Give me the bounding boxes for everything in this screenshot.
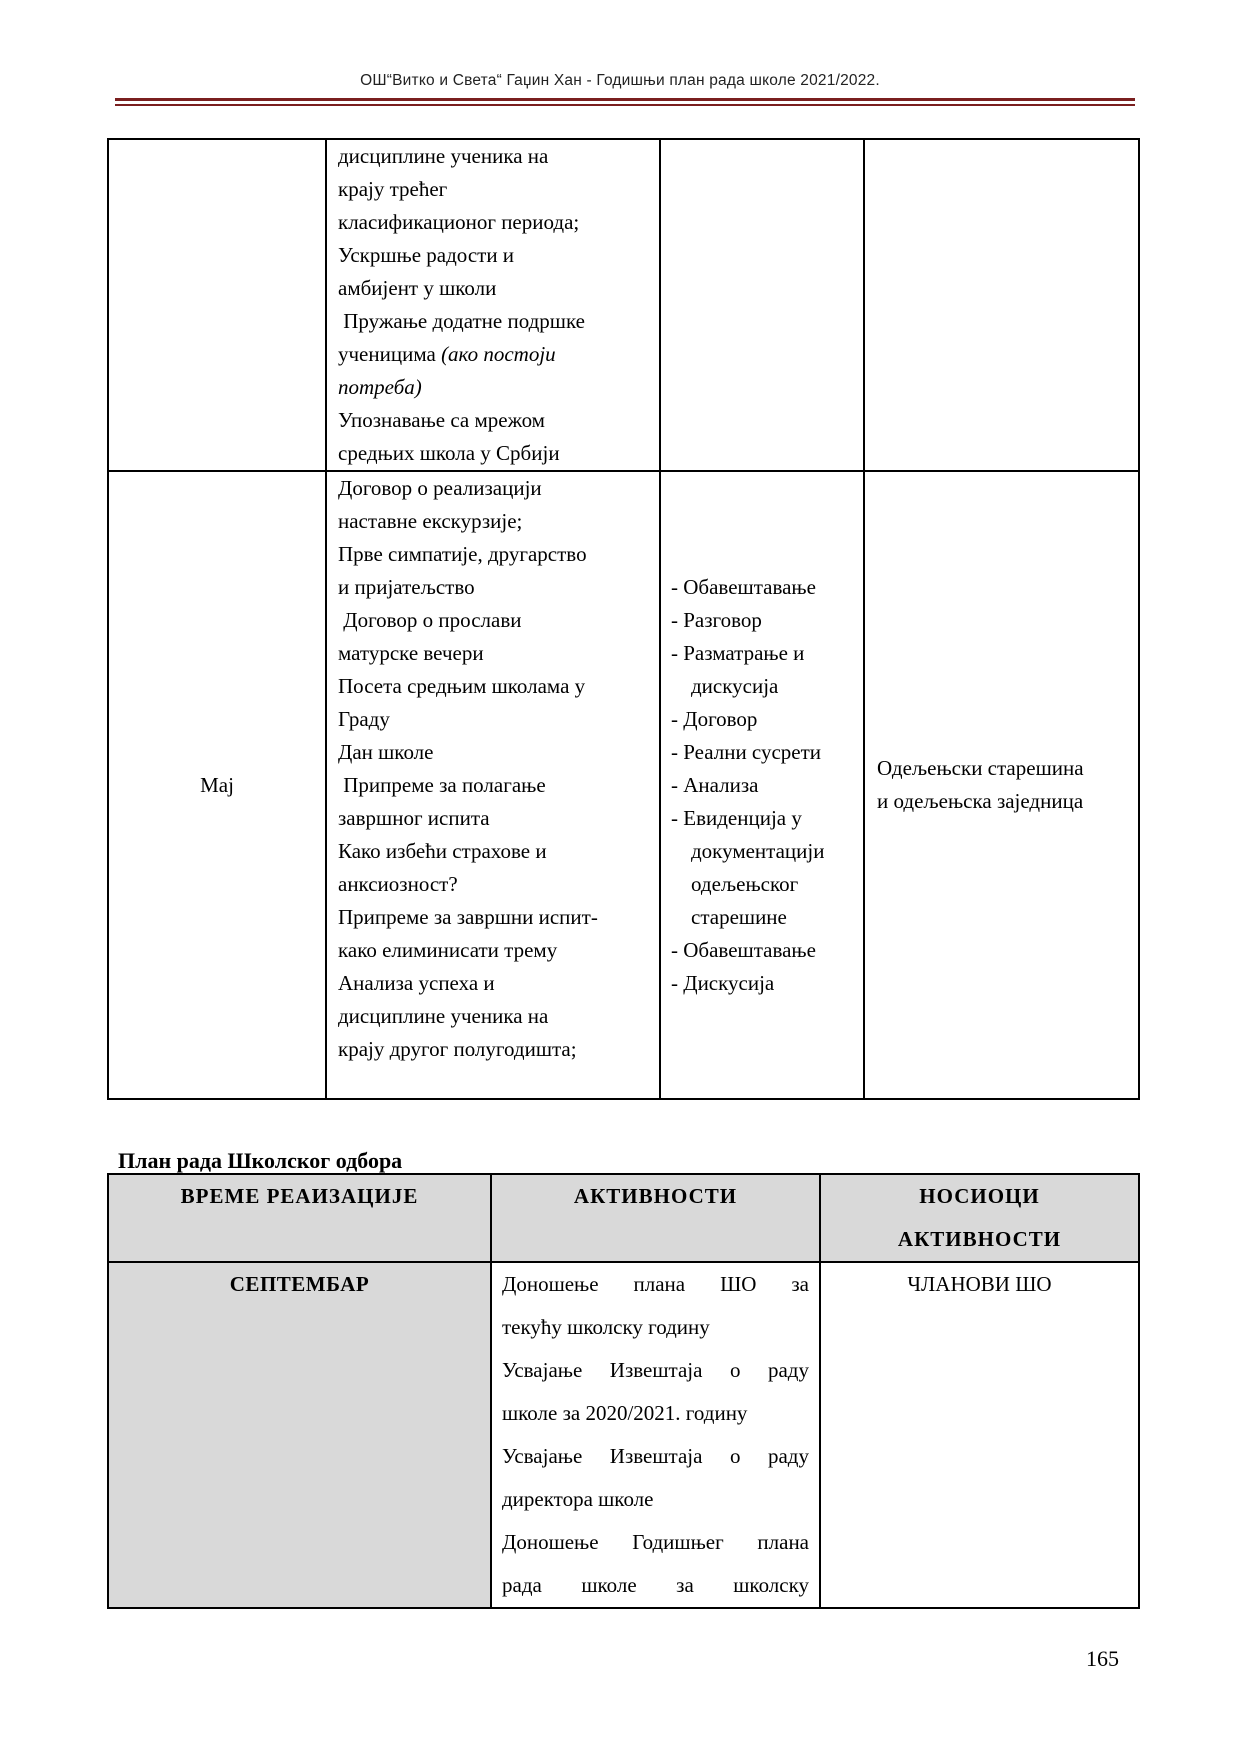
topic-italic-note: потреба)	[338, 375, 422, 399]
topic-line: Граду	[338, 707, 390, 731]
method-line: одељењског	[691, 871, 799, 896]
carrier-line: и одељењска заједница	[877, 789, 1084, 813]
time-cell: СЕПТЕМБАР	[108, 1262, 491, 1608]
table-row	[108, 471, 1139, 1099]
method-line: - Разговор	[671, 607, 762, 632]
topic-line: Анализа успеха и	[338, 971, 495, 995]
activity-line: рада школе за школску	[502, 1573, 809, 1597]
topics-cell	[326, 139, 660, 471]
column-header-activities: АКТИВНОСТИ	[491, 1174, 820, 1262]
method-line: дискусија	[691, 673, 779, 698]
method-line: - Евиденција у	[671, 805, 802, 830]
method-line: - Обавештавање	[671, 937, 816, 962]
activity-line: Доношење плана ШО за	[502, 1272, 809, 1296]
topic-line: Како избећи страхове и	[338, 839, 547, 863]
topic-line: Припреме за полагање	[338, 773, 546, 797]
class-teacher-plan-table	[107, 138, 1140, 1100]
topic-line: завршног испита	[338, 806, 490, 830]
topic-line: како елиминисати трему	[338, 938, 558, 962]
carriers-cell	[864, 471, 1139, 1099]
activity-line: Доношење Годишњег плана	[502, 1530, 809, 1554]
month-cell	[108, 139, 326, 471]
method-line: - Обавештавање	[671, 574, 816, 599]
carriers-cell	[864, 139, 1139, 471]
table-row	[108, 1262, 1139, 1608]
topic-line: Договор о прослави	[338, 608, 522, 632]
table-header-row	[108, 1174, 1139, 1262]
method-line: - Разматрање и	[671, 640, 805, 665]
activity-line: текућу школску годину	[502, 1315, 710, 1339]
header-line: НОСИОЦИ	[919, 1184, 1040, 1208]
topic-line: Посета средњим школама у	[338, 674, 586, 698]
topic-line: Прве симпатије, другарство	[338, 542, 587, 566]
method-line: - Дискусија	[671, 970, 775, 995]
topic-line: Упознавање са мрежом	[338, 408, 545, 432]
month-cell: Мај	[108, 471, 326, 1099]
activities-cell	[491, 1262, 820, 1608]
methods-cell	[660, 139, 864, 471]
method-line: - Анализа	[671, 772, 759, 797]
method-line: - Реални сусрети	[671, 739, 822, 764]
carriers-cell: ЧЛАНОВИ ШО	[820, 1262, 1139, 1608]
header-rule-thick	[115, 98, 1135, 101]
column-header-time: ВРЕМЕ РЕАИЗАЦИЈЕ	[108, 1174, 491, 1262]
topic-line: крају другог полугодишта;	[338, 1037, 577, 1061]
topic-line: дисциплине ученика на	[338, 144, 549, 168]
table-row	[108, 139, 1139, 471]
topic-line: матурске вечери	[338, 641, 484, 665]
topic-line: Пружање додатне подршке	[338, 309, 585, 333]
topic-line: амбијент у школи	[338, 276, 497, 300]
topic-line: Договор о реализацији	[338, 476, 542, 500]
column-header-carriers	[820, 1174, 1139, 1262]
activity-line: Усвајање Извештаја о раду	[502, 1358, 809, 1382]
topic-line: дисциплине ученика на	[338, 1004, 549, 1028]
topic-line: крају трећег	[338, 177, 448, 201]
method-line: - Договор	[671, 706, 758, 731]
methods-cell	[660, 471, 864, 1099]
topic-line: средњих школа у Србији	[338, 441, 560, 465]
topic-text: ученицима	[338, 342, 436, 366]
topic-line: Дан школе	[338, 740, 434, 764]
header-line: АКТИВНОСТИ	[897, 1227, 1062, 1251]
topic-line	[338, 338, 651, 371]
topic-line: Припреме за завршни испит-	[338, 905, 598, 929]
section-title: План рада Школског одбора	[118, 1148, 403, 1173]
carrier-line: Одељењски старешина	[877, 756, 1084, 780]
method-line: старешине	[691, 904, 787, 929]
topics-cell	[326, 471, 660, 1099]
topic-line: и пријатељство	[338, 575, 475, 599]
activity-line: директора школе	[502, 1487, 654, 1511]
method-line: документацији	[691, 838, 825, 863]
activity-line: школе за 2020/2021. годину	[502, 1401, 748, 1425]
page-number: 165	[1086, 1646, 1119, 1671]
topic-line: Ускршње радости и	[338, 243, 515, 267]
activity-line: Усвајање Извештаја о раду	[502, 1444, 809, 1468]
school-board-plan-table	[107, 1173, 1140, 1609]
running-header: ОШ“Витко и Света“ Гаџин Хан - Годишњи план рада школе 2021/2022.	[360, 72, 880, 89]
topic-line: наставне екскурзије;	[338, 509, 523, 533]
topic-italic-note: (ако постоји	[441, 342, 556, 366]
header-rule-thin	[115, 104, 1135, 106]
topic-line: класификационог периода;	[338, 210, 580, 234]
topic-line: анксиозност?	[338, 872, 458, 896]
